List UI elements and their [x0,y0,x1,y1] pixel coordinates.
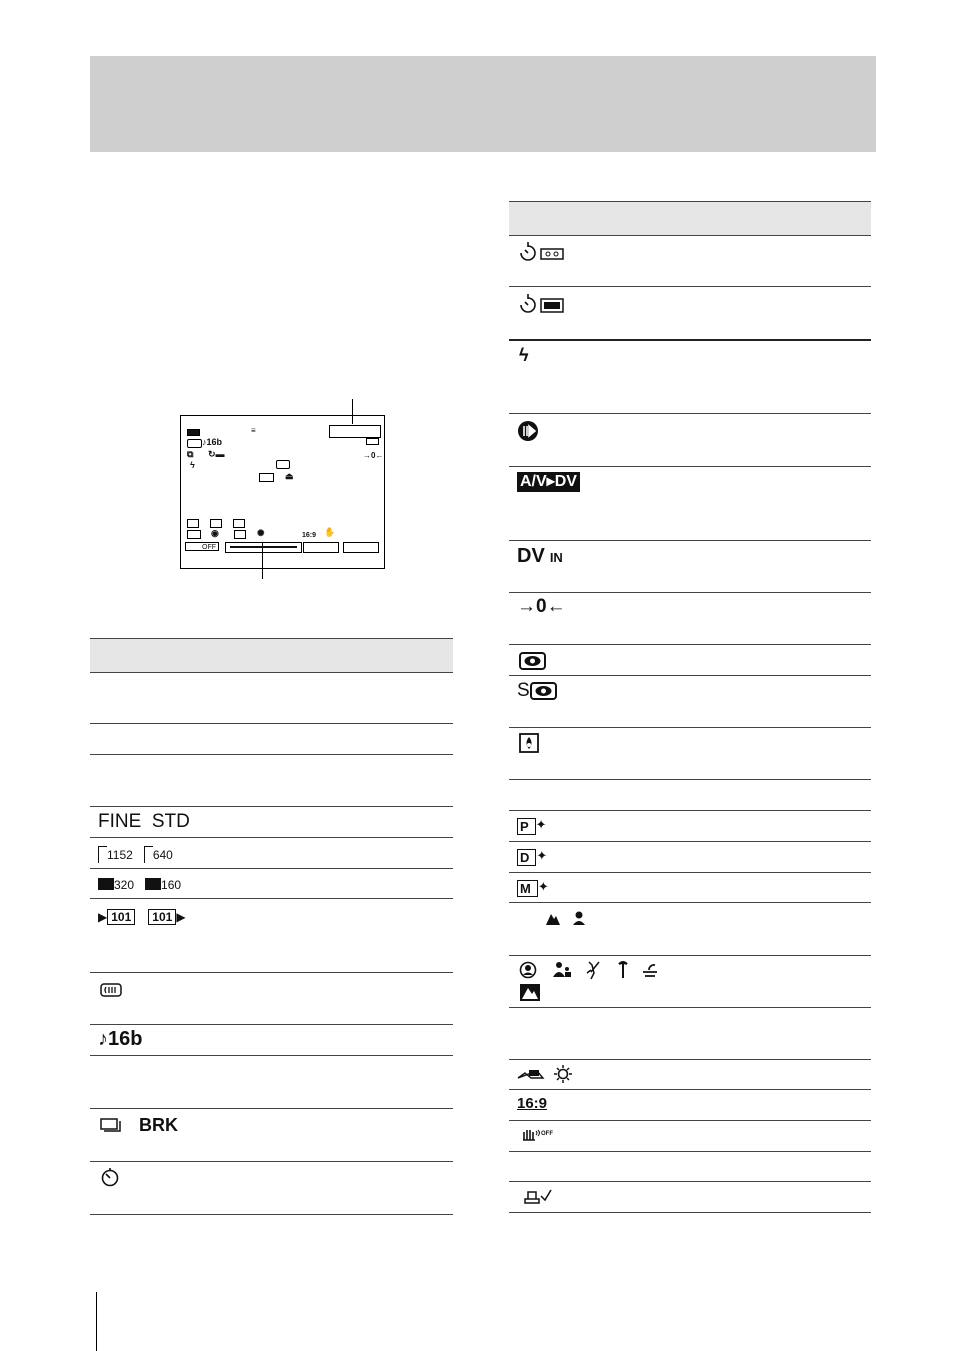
tape-icon [366,438,379,445]
super-nightshot-icon: S [517,680,558,701]
table-row [509,541,871,593]
table-row [90,755,453,807]
interval-rec-tape-icon [517,241,567,263]
battery-icon [187,429,200,436]
backlight-icon [234,530,246,539]
table-row [90,1025,453,1056]
cassette-memory-icon: ≡ [251,426,256,435]
table-row [509,467,871,541]
folder-icon: ▶ 101 101 ▶ [98,910,186,924]
record-icon [517,420,539,442]
nightshot-icon [519,650,547,671]
wide-mode-icon: 16:9 [517,1095,548,1112]
table-row [509,811,871,842]
menu-off-button [185,542,219,551]
table-row [509,1090,871,1121]
table-row [509,1060,871,1090]
nightshot-icon [276,460,290,469]
progress-bar [225,542,302,553]
table-row [90,973,453,1025]
table-row [509,842,871,873]
color-slow-shutter-icon [519,732,539,753]
table-row [90,869,453,899]
table-row [509,1182,871,1213]
audio-mode-label: ♪16b [202,437,223,447]
mic-icon [187,439,202,448]
m-effect-icon: M ✦ [517,877,549,897]
header-band [90,56,876,152]
m-effect-icon [233,519,245,528]
callout-line-bottom [262,549,263,579]
page-margin-rule [96,1292,97,1351]
white-balance-icons [517,1063,579,1085]
menu-off-label: OFF [202,544,216,551]
flash-icon: ϟ [190,460,195,470]
white-balance-icon: ✺ [257,528,265,538]
table-row [90,724,453,755]
dv-in-icon: DV IN [517,545,563,567]
table-row [509,414,871,467]
table-row [509,287,871,341]
mic-icon [100,979,122,999]
table-row [90,1109,453,1162]
image-size-icon: 1152 640 [98,843,173,865]
progress-track [230,546,297,548]
lcd-screen-illustration [180,415,385,569]
spotlight-icon: ◉ [211,528,219,538]
table-row [90,807,453,838]
fader-icon [259,473,274,482]
table-header [90,638,453,673]
eject-icon: ⏏ [285,471,294,481]
zero-set-label: →0← [363,451,384,460]
callout-line-top [352,399,353,424]
movie-size-icon: 320 160 [98,873,181,895]
flash-icon: ϟ [519,345,529,365]
table-row [509,1008,871,1060]
steadyshot-icon: ✋ [324,527,336,537]
d-effect-icon: D ✦ [517,846,547,866]
lcd-tape-button [303,542,339,553]
zero-set-memory-icon: →0← [517,596,566,617]
portrait-icon [571,907,587,927]
steadyshot-off-icon: OFF [521,1124,553,1144]
table-row [509,593,871,645]
burst-icon [100,1115,178,1135]
self-timer-icon [100,1166,120,1187]
table-row [509,235,871,287]
table-row [90,672,453,724]
quality-icon: FINE STD [98,811,190,832]
table-row [509,1152,871,1182]
table-row [509,780,871,811]
interval-rec-icon: ↻▬ [208,449,225,459]
program-ae-icons [519,958,674,1004]
burst-label: BRK [139,1115,179,1135]
table-row [509,873,871,903]
table-row [509,645,871,676]
burst-icon: ⧉ [187,449,194,459]
audio-mode-icon: ♪16b [98,1028,143,1050]
p-effect-icon: P ✦ [517,815,547,835]
av-to-dv-icon: A/V▸DV [517,472,580,492]
table-row [509,676,871,728]
table-row [509,903,871,956]
landscape-icon [545,907,561,927]
table-row [509,956,871,1008]
table-row [509,728,871,780]
interval-rec-card-icon [517,293,567,315]
table-row [509,1121,871,1152]
table-row [509,341,871,414]
table-row [90,899,453,973]
p-effect-icon [187,519,199,528]
aspect-ratio-label: 16:9 [302,532,317,539]
table-header [509,201,871,236]
print-mark-icon [523,1186,553,1207]
picture-effect-icon [187,530,201,539]
lcd-time-counter-box [329,425,381,438]
d-effect-icon [210,519,222,528]
table-row [90,1162,453,1215]
table-row [90,1056,453,1109]
table-row [90,838,453,869]
lcd-blank-button [343,542,379,553]
